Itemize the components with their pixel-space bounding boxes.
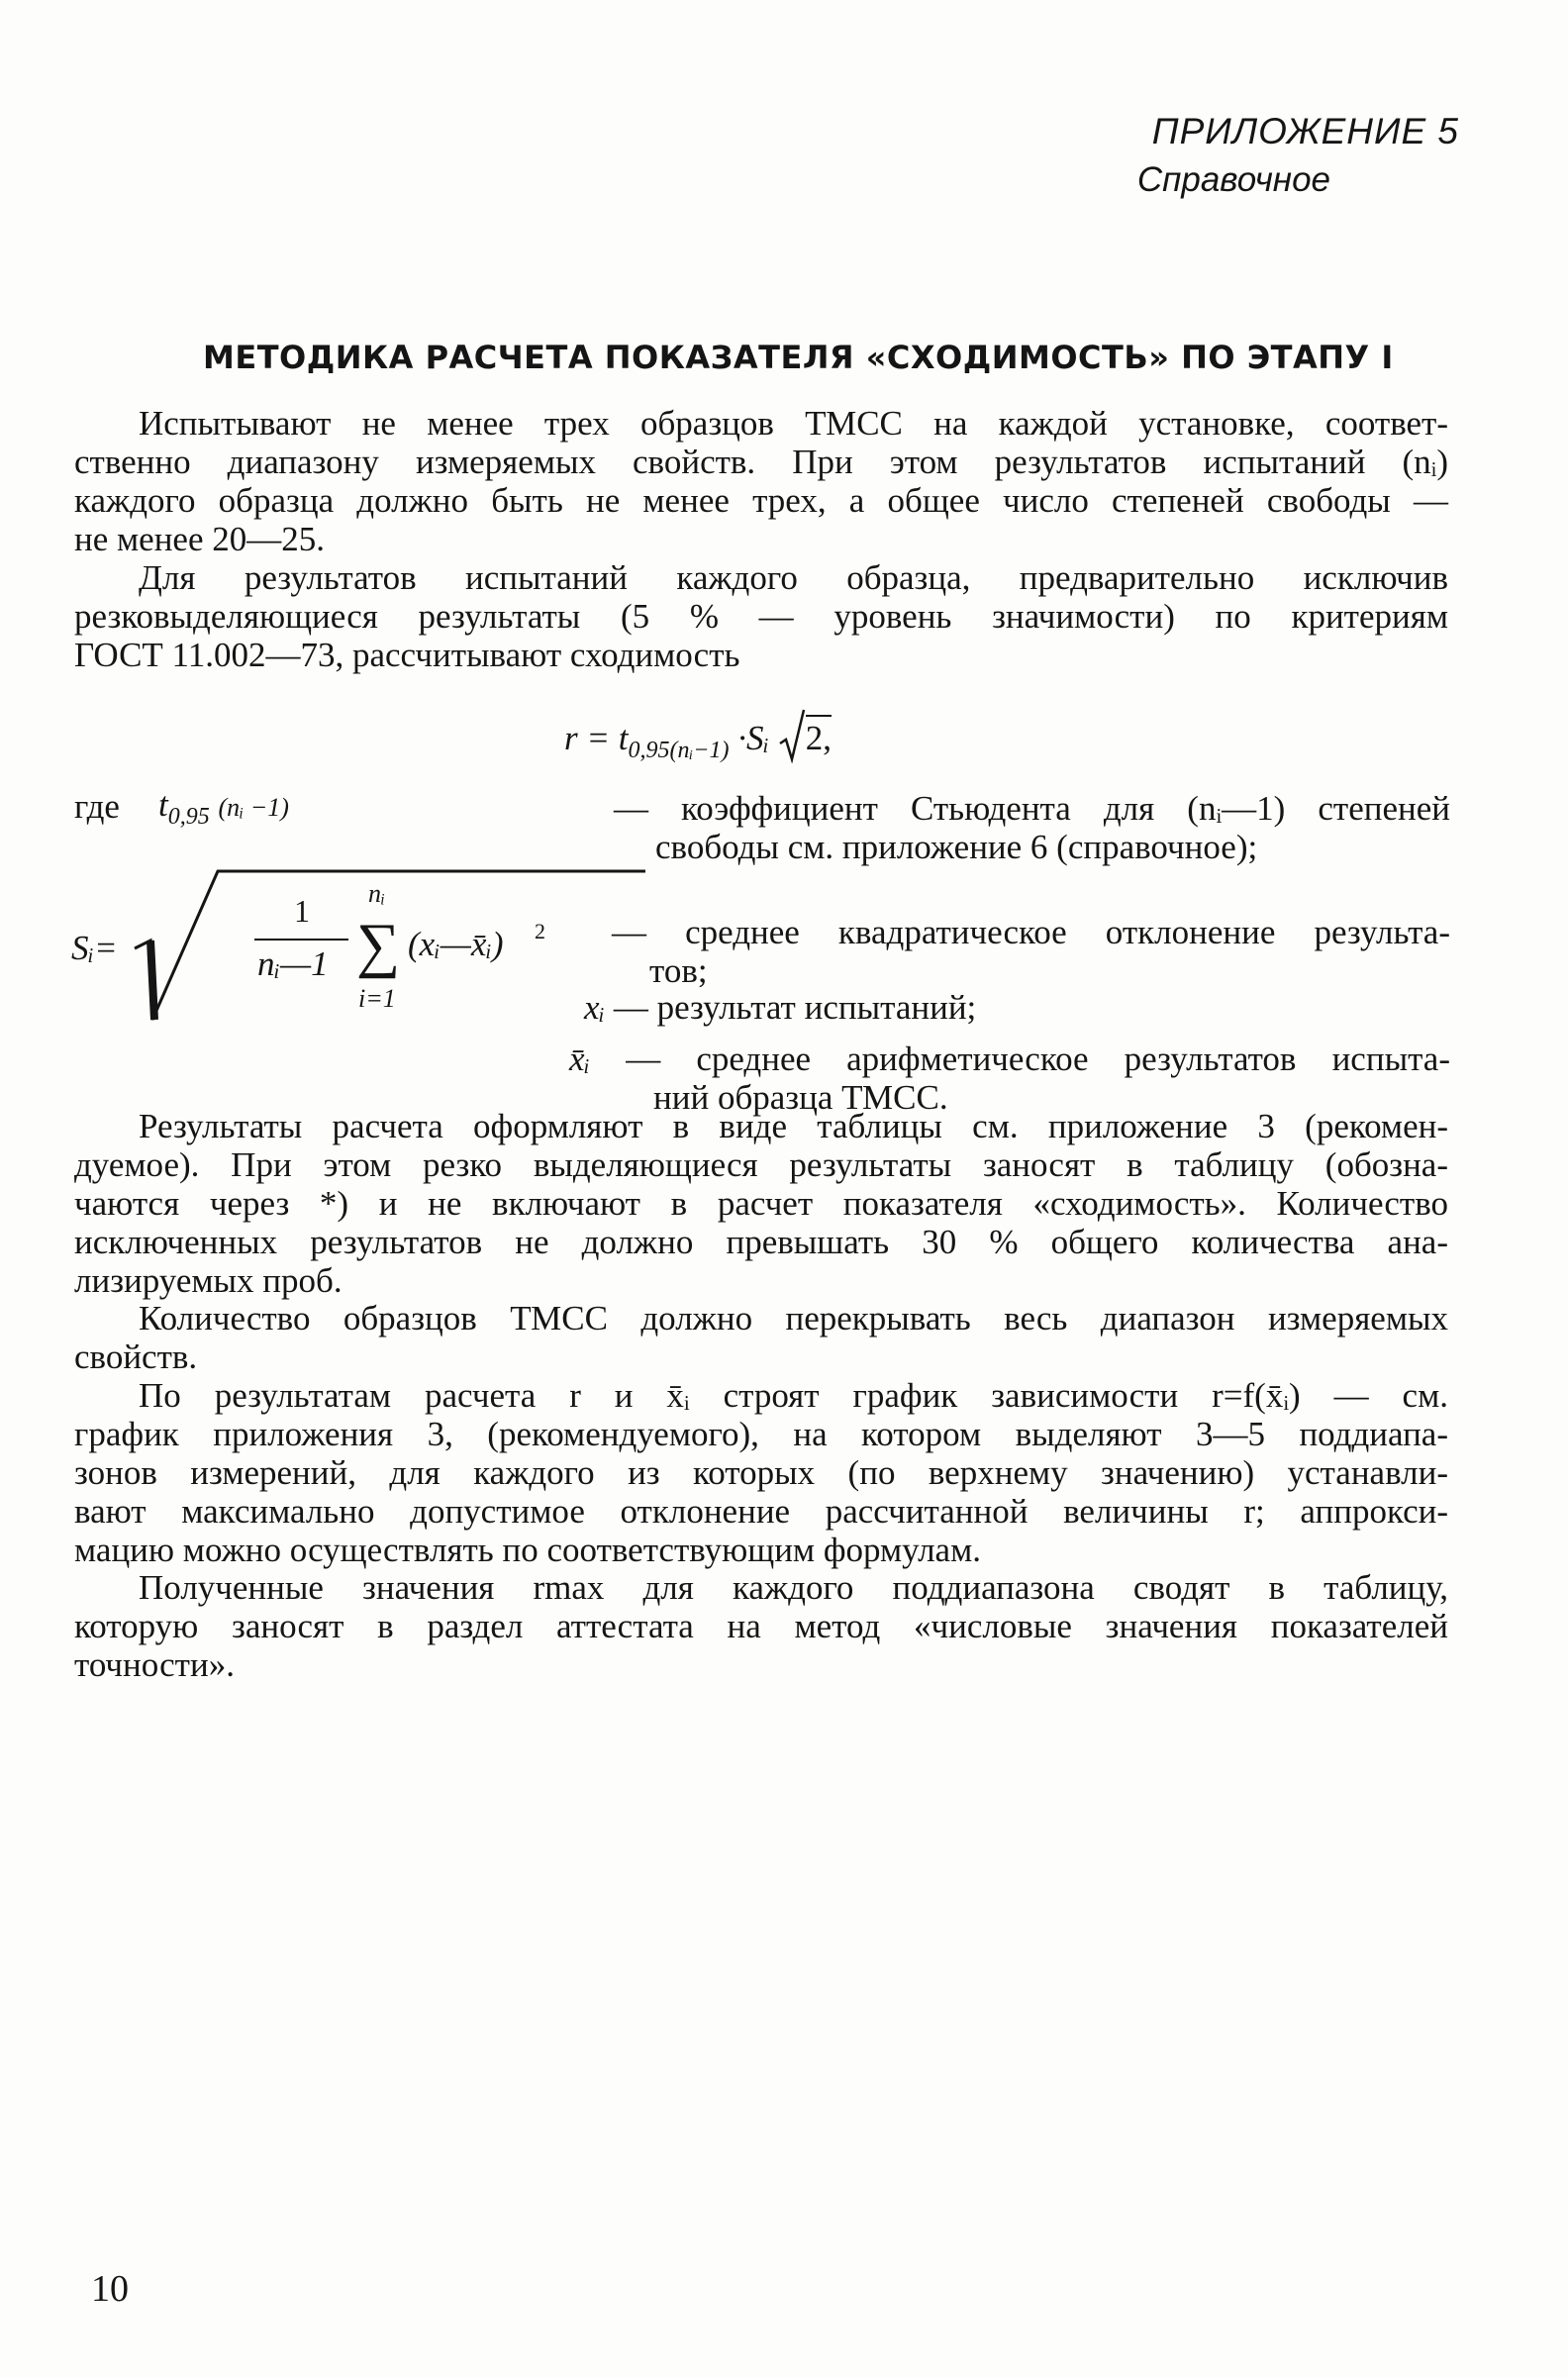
where-label: где [74, 787, 120, 826]
text-line: каждого образца должно быть не менее трех, а общее число степеней свободы — [74, 481, 1448, 520]
text-line: свойств. [74, 1338, 198, 1376]
formula-r-lhs: r = t [564, 719, 629, 757]
def-t [614, 789, 1450, 866]
t-symbol [158, 785, 289, 831]
formula-r [564, 708, 832, 764]
paragraph-1 [74, 404, 1448, 558]
def-t-line: свободы см. приложение 6 (справочное); [655, 828, 1258, 866]
text-line: Количество образцов ТМСС должно перекрывать весь диапазон измеряемых [139, 1299, 1448, 1338]
page-number: 10 [91, 2268, 129, 2310]
xbar-symbol: x̄ᵢ [569, 1040, 591, 1078]
text-line: Результаты расчета оформляют в виде таблицы см. приложение 3 (рекомен- [139, 1107, 1448, 1145]
sum-power: 2 [535, 919, 545, 943]
formula-r-root: 2, [806, 715, 832, 757]
def-s-line: тов; [649, 951, 708, 990]
text-line: вают максимально допустимое отклонение рассчитанной величины r; аппрокси- [74, 1492, 1448, 1531]
formula-r-sub: 0,95(nᵢ−1) [628, 738, 730, 763]
paragraph-3 [74, 1107, 1448, 1300]
text-line: Для результатов испытаний каждого образца, предварительно исключив [139, 558, 1448, 597]
text-line: график приложения 3, (рекомендуемого), на котором выделяют 3—5 поддиапа- [74, 1415, 1448, 1453]
xi-desc: — результат испытаний; [613, 988, 977, 1027]
xbar-desc-line: ний образца ТМСС. [653, 1078, 948, 1117]
text-line: не менее 20—25. [74, 520, 325, 558]
appendix-label: ПРИЛОЖЕНИЕ 5 [1151, 111, 1459, 151]
text-line: которую заносят в раздел аттестата на метод «числовые значения показателей [74, 1607, 1448, 1645]
fraction-denominator: nᵢ—1 [257, 944, 329, 983]
fraction-numerator: 1 [294, 893, 310, 929]
sqrt-icon [778, 708, 806, 763]
sum-lower: i=1 [358, 984, 396, 1013]
t-letter: t [158, 785, 168, 824]
xi-symbol: xᵢ [584, 988, 606, 1027]
text-line: По результатам расчета r и x̄ᵢ строят график зависимости r=f(x̄ᵢ) — см. [139, 1376, 1448, 1415]
formula-s [71, 861, 586, 1030]
sum-icon: ∑ [356, 912, 401, 979]
paragraph-6 [74, 1568, 1448, 1684]
xbar-desc-line: — среднее арифметическое результатов испыта- [626, 1040, 1450, 1078]
section-title: МЕТОДИКА РАСЧЕТА ПОКАЗАТЕЛЯ «СХОДИМОСТЬ» ПО ЭТАПУ I [203, 339, 1394, 376]
formula-s-lhs: Sᵢ= [71, 929, 118, 967]
text-line: Испытывают не менее трех образцов ТМСС на каждой установке, соответ- [139, 404, 1448, 443]
text-line: точности». [74, 1645, 235, 1684]
text-line: зонов измерений, для каждого из которых (по верхнему значению) устанавли- [74, 1453, 1448, 1492]
text-line: ственно диапазону измеряемых свойств. При этом результатов испытаний (nᵢ) [74, 443, 1448, 481]
def-xi [584, 988, 976, 1027]
def-s [612, 913, 1450, 990]
paragraph-2 [74, 558, 1448, 674]
text-line: резковыделяющиеся результаты (5 % — уровень значимости) по критериям [74, 597, 1448, 636]
text-line: исключенных результатов не должно превышать 30 % общего количества ана- [74, 1223, 1448, 1261]
sum-upper: nᵢ [368, 879, 386, 908]
reference-label: Справочное [1136, 160, 1330, 199]
t-args: (nᵢ −1) [218, 793, 289, 822]
fraction-bar [254, 939, 348, 941]
paragraph-5 [74, 1376, 1448, 1569]
text-line: лизируемых проб. [74, 1261, 343, 1300]
sum-body: (xᵢ—x̄ᵢ) [408, 925, 504, 963]
formula-r-mid: ·Sᵢ [737, 719, 769, 757]
text-line: чаются через *) и не включают в расчет показателя «сходимость». Количество [74, 1184, 1448, 1223]
text-line: дуемое). При этом резко выделяющиеся результаты заносят в таблицу (обозна- [74, 1145, 1448, 1184]
t-sub: 0,95 [167, 804, 210, 830]
def-xbar [569, 1040, 1450, 1117]
text-line: ГОСТ 11.002—73, рассчитывают сходимость [74, 636, 740, 674]
text-line: мацию можно осуществлять по соответствующим формулам. [74, 1531, 981, 1569]
def-s-line: — среднее квадратическое отклонение результа- [612, 913, 1450, 951]
def-t-line: — коэффициент Стьюдента для (nᵢ—1) степеней [614, 789, 1450, 828]
paragraph-4 [74, 1299, 1448, 1376]
text-line: Полученные значения rmax для каждого поддиапазона сводят в таблицу, [139, 1568, 1448, 1607]
